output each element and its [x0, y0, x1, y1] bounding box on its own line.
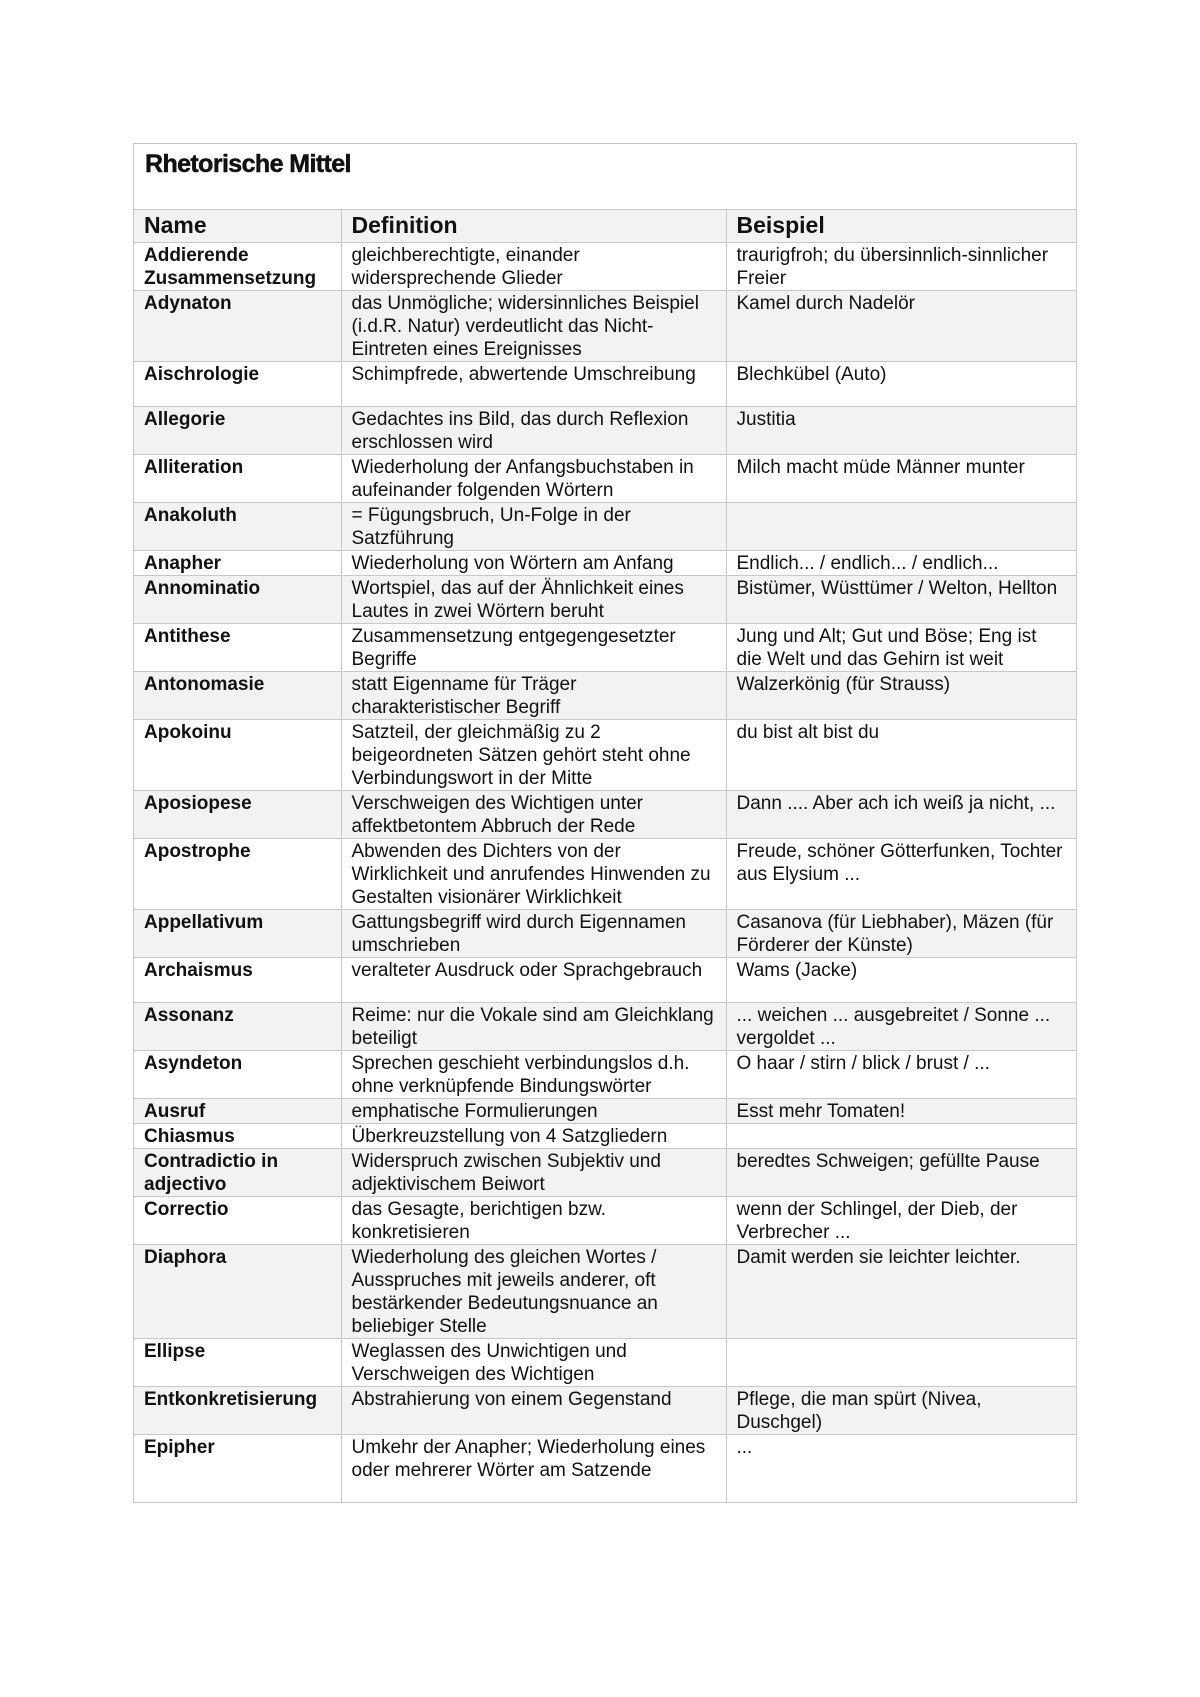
term-example: Justitia [726, 407, 1076, 455]
term-name: Epipher [134, 1435, 341, 1502]
table-row [134, 1051, 1076, 1099]
table-row [134, 1387, 1076, 1435]
table-row [134, 1124, 1076, 1149]
term-example: Damit werden sie leichter leichter. [726, 1245, 1076, 1339]
table-row [134, 455, 1076, 503]
term-example: du bist alt bist du [726, 720, 1076, 791]
table-row [134, 407, 1076, 455]
term-example: beredtes Schweigen; gefüllte Pause [726, 1149, 1076, 1197]
term-example [726, 1339, 1076, 1387]
title-row [134, 144, 1076, 210]
table-row [134, 1339, 1076, 1387]
table-row [134, 1435, 1076, 1502]
term-example: Jung und Alt; Gut und Böse; Eng ist die Welt und das Gehirn ist weit [726, 624, 1076, 672]
table-row [134, 672, 1076, 720]
term-example: Bistümer, Wüsttümer / Welton, Hellton [726, 576, 1076, 624]
term-name: Chiasmus [134, 1124, 341, 1149]
term-name: Alliteration [134, 455, 341, 503]
term-example: Endlich... / endlich... / endlich... [726, 551, 1076, 576]
term-name: Apostrophe [134, 839, 341, 910]
table-row [134, 624, 1076, 672]
table-row [134, 551, 1076, 576]
table-row [134, 910, 1076, 958]
term-definition: Abwenden des Dichters von der Wirklichkeit und anrufendes Hinwenden zu Gestalten visionärer Wirklichkeit [341, 839, 726, 910]
table-row [134, 243, 1076, 291]
term-name: Anakoluth [134, 503, 341, 551]
term-definition: Wiederholung des gleichen Wortes / Ausspruches mit jeweils anderer, oft bestärkender Bedeutungsnuance an beliebiger Stelle [341, 1245, 726, 1339]
column-header-definition: Definition [341, 210, 726, 243]
term-name: Allegorie [134, 407, 341, 455]
term-definition: Umkehr der Anapher; Wiederholung eines oder mehrerer Wörter am Satzende [341, 1435, 726, 1502]
table-row [134, 958, 1076, 1003]
term-name: Diaphora [134, 1245, 341, 1339]
term-name: Addierende Zusammensetzung [134, 243, 341, 291]
column-header-example: Beispiel [726, 210, 1076, 243]
term-definition: Weglassen des Unwichtigen und Verschweigen des Wichtigen [341, 1339, 726, 1387]
term-definition: Reime: nur die Vokale sind am Gleichklang beteiligt [341, 1003, 726, 1051]
term-example: traurigfroh; du übersinnlich-sinnlicher Freier [726, 243, 1076, 291]
term-definition: emphatische Formulierungen [341, 1099, 726, 1124]
term-definition: gleichberechtigte, einander widersprechende Glieder [341, 243, 726, 291]
table-row [134, 291, 1076, 362]
term-definition: Wiederholung von Wörtern am Anfang [341, 551, 726, 576]
page-title: Rhetorische Mittel [145, 150, 351, 178]
term-definition: statt Eigenname für Träger charakteristischer Begriff [341, 672, 726, 720]
term-definition: Satzteil, der gleichmäßig zu 2 beigeordneten Sätzen gehört steht ohne Verbindungswort in der Mitte [341, 720, 726, 791]
term-name: Contradictio in adjectivo [134, 1149, 341, 1197]
term-name: Annominatio [134, 576, 341, 624]
term-name: Aischrologie [134, 362, 341, 407]
term-definition: Wortspiel, das auf der Ähnlichkeit eines Lautes in zwei Wörtern beruht [341, 576, 726, 624]
term-example: wenn der Schlingel, der Dieb, der Verbrecher ... [726, 1197, 1076, 1245]
table-row [134, 1099, 1076, 1124]
term-name: Appellativum [134, 910, 341, 958]
term-name: Assonanz [134, 1003, 341, 1051]
term-name: Antithese [134, 624, 341, 672]
table-row [134, 791, 1076, 839]
term-name: Archaismus [134, 958, 341, 1003]
term-definition: Abstrahierung von einem Gegenstand [341, 1387, 726, 1435]
term-example: Esst mehr Tomaten! [726, 1099, 1076, 1124]
term-example: Blechkübel (Auto) [726, 362, 1076, 407]
table-row [134, 503, 1076, 551]
term-name: Ellipse [134, 1339, 341, 1387]
term-definition: Widerspruch zwischen Subjektiv und adjektivischem Beiwort [341, 1149, 726, 1197]
term-example: Milch macht müde Männer munter [726, 455, 1076, 503]
term-example: Walzerkönig (für Strauss) [726, 672, 1076, 720]
column-header-name: Name [134, 210, 341, 243]
term-example [726, 503, 1076, 551]
term-example: O haar / stirn / blick / brust / ... [726, 1051, 1076, 1099]
glossary-table-container [133, 143, 1077, 1503]
term-example: Freude, schöner Götterfunken, Tochter aus Elysium ... [726, 839, 1076, 910]
term-example: ... weichen ... ausgebreitet / Sonne ... vergoldet ... [726, 1003, 1076, 1051]
term-definition: das Gesagte, berichtigen bzw. konkretisieren [341, 1197, 726, 1245]
table-row [134, 839, 1076, 910]
term-name: Correctio [134, 1197, 341, 1245]
term-name: Aposiopese [134, 791, 341, 839]
term-definition: Zusammensetzung entgegengesetzter Begriffe [341, 624, 726, 672]
term-name: Anapher [134, 551, 341, 576]
table-row [134, 1197, 1076, 1245]
term-example: Casanova (für Liebhaber), Mäzen (für Förderer der Künste) [726, 910, 1076, 958]
term-definition: Gedachtes ins Bild, das durch Reflexion erschlossen wird [341, 407, 726, 455]
term-definition: Sprechen geschieht verbindungslos d.h. ohne verknüpfende Bindungswörter [341, 1051, 726, 1099]
term-definition: Wiederholung der Anfangsbuchstaben in aufeinander folgenden Wörtern [341, 455, 726, 503]
table-row [134, 1003, 1076, 1051]
term-definition: = Fügungsbruch, Un-Folge in der Satzführung [341, 503, 726, 551]
term-example: ... [726, 1435, 1076, 1502]
term-example: Kamel durch Nadelör [726, 291, 1076, 362]
term-example: Pflege, die man spürt (Nivea, Duschgel) [726, 1387, 1076, 1435]
term-definition: das Unmögliche; widersinnliches Beispiel (i.d.R. Natur) verdeutlicht das Nicht-Eintreten eines Ereignisses [341, 291, 726, 362]
table-row [134, 362, 1076, 407]
term-name: Apokoinu [134, 720, 341, 791]
table-row [134, 1149, 1076, 1197]
term-name: Ausruf [134, 1099, 341, 1124]
term-definition: Überkreuzstellung von 4 Satzgliedern [341, 1124, 726, 1149]
term-example: Wams (Jacke) [726, 958, 1076, 1003]
term-name: Entkonkretisierung [134, 1387, 341, 1435]
term-name: Asyndeton [134, 1051, 341, 1099]
term-example: Dann .... Aber ach ich weiß ja nicht, ... [726, 791, 1076, 839]
term-definition: Gattungsbegriff wird durch Eigennamen umschrieben [341, 910, 726, 958]
term-name: Antonomasie [134, 672, 341, 720]
table-row [134, 576, 1076, 624]
term-name: Adynaton [134, 291, 341, 362]
terms-table [134, 210, 1076, 1502]
term-definition: Verschweigen des Wichtigen unter affektbetontem Abbruch der Rede [341, 791, 726, 839]
term-example [726, 1124, 1076, 1149]
term-definition: veralteter Ausdruck oder Sprachgebrauch [341, 958, 726, 1003]
table-row [134, 1245, 1076, 1339]
term-definition: Schimpfrede, abwertende Umschreibung [341, 362, 726, 407]
header-row [134, 210, 1076, 243]
table-row [134, 720, 1076, 791]
